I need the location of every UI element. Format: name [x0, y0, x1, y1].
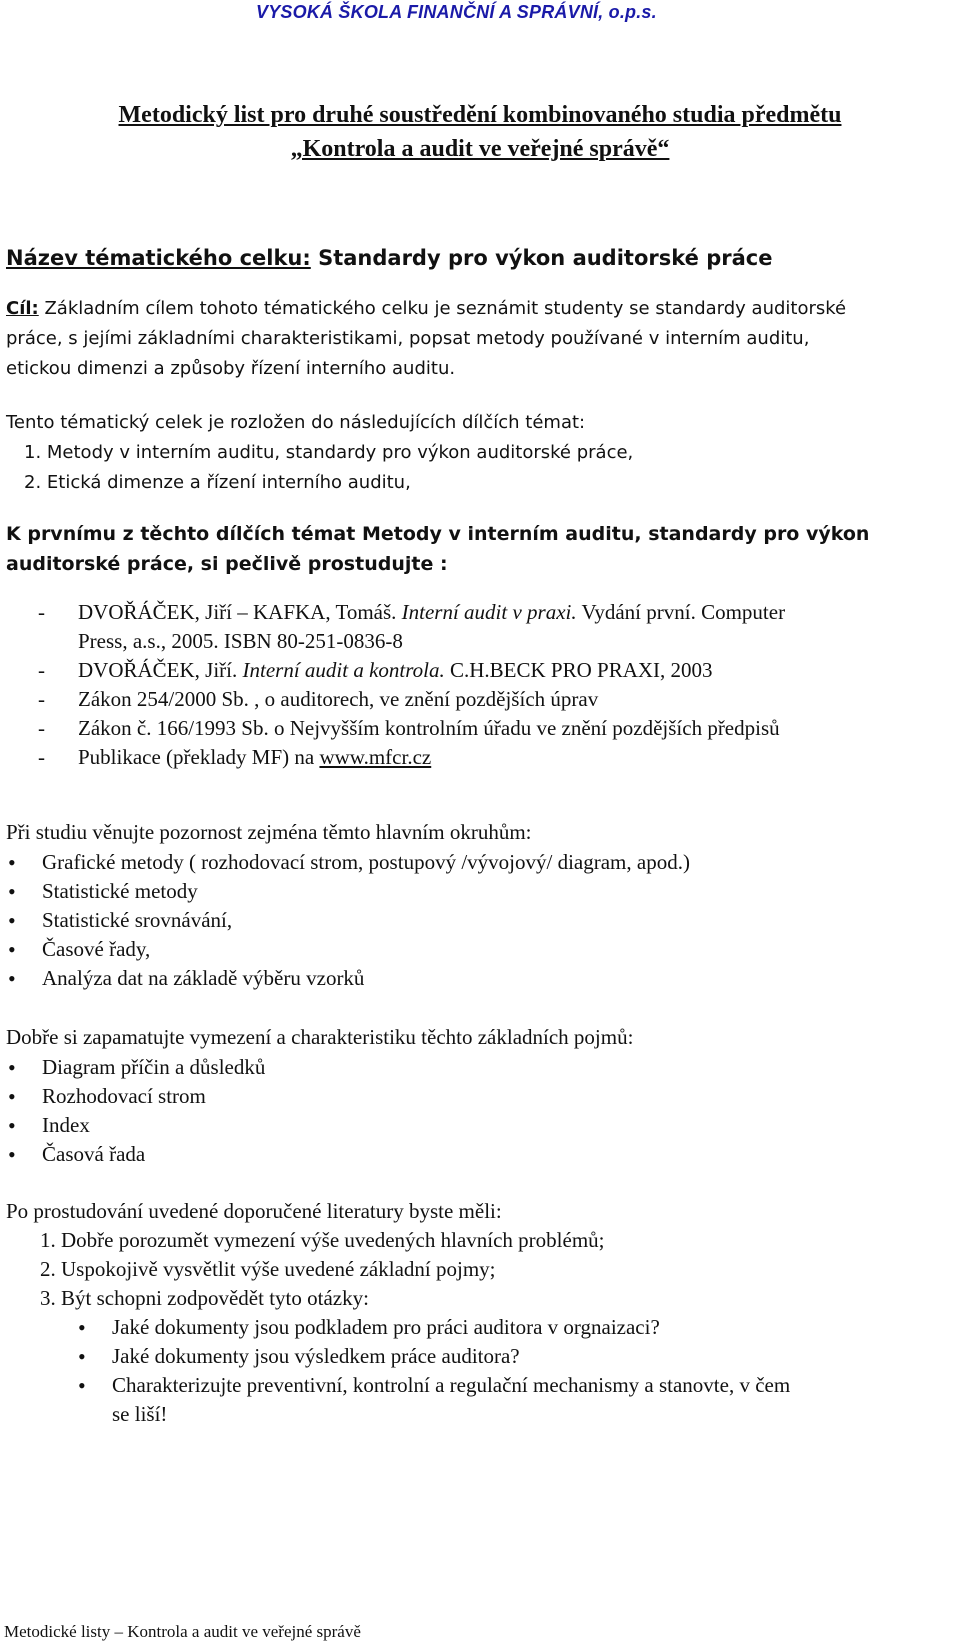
question-item: • Jaké dokumenty jsou výsledkem práce auditora? — [112, 1342, 790, 1371]
literature-item: - Zákon č. 166/1993 Sb. o Nejvyšším kontrolním úřadu ve znění pozdějších předpisů — [38, 716, 780, 740]
question-item: • Jaké dokumenty jsou podkladem pro práci auditora v orgnaizaci? — [112, 1313, 790, 1342]
literature-item: - Publikace (překlady MF) na www.mfcr.cz — [38, 745, 432, 769]
terms-list — [42, 1053, 265, 1169]
goal-line3: etickou dimenzi a způsoby řízení interního auditu. — [6, 358, 456, 379]
topic-value: Standardy pro výkon auditorské práce — [310, 246, 773, 270]
literature-item: - Zákon 254/2000 Sb. , o auditorech, ve znění pozdějších úprav — [38, 687, 599, 711]
outcome-item: 2. Uspokojivě vysvětlit výše uvedené základní pojmy; — [40, 1257, 496, 1281]
literature-item-cont: Press, a.s., 2005. ISBN 80-251-0836-8 — [78, 629, 403, 653]
subtopics-block — [6, 408, 633, 498]
document-title-line2 — [0, 136, 960, 163]
focus-intro: Při studiu věnujte pozornost zejména těmto hlavním okruhům: — [6, 820, 532, 844]
outcomes-list — [40, 1226, 605, 1313]
term-item: • Časová řada — [42, 1140, 265, 1169]
course-name: „Kontrola a audit ve veřejné správě“ — [290, 136, 670, 162]
literature-item: - DVOŘÁČEK, Jiří – KAFKA, Tomáš. Interní audit v praxi. Vydání první. Computer — [38, 600, 786, 624]
term-item: • Diagram příčin a důsledků — [42, 1053, 265, 1082]
study-line2: auditorské práce, si pečlivě prostudujte : — [6, 553, 448, 575]
mfcr-link[interactable]: www.mfcr.cz — [319, 745, 432, 769]
outcome-item: 1. Dobře porozumět vymezení výše uvedených hlavních problémů; — [40, 1228, 605, 1252]
subtopic-item: 2. Etická dimenze a řízení interního auditu, — [24, 472, 411, 493]
subtopic-item: 1. Metody v interním auditu, standardy pro výkon auditorské práce, — [24, 442, 634, 463]
focus-item: • Statistické metody — [42, 877, 690, 906]
term-item: • Index — [42, 1111, 265, 1140]
study-line1: K prvnímu z těchto dílčích témat Metody v interním auditu, standardy pro výkon — [6, 523, 870, 545]
school-header: VYSOKÁ ŠKOLA FINANČNÍ A SPRÁVNÍ, o.p.s. — [256, 2, 657, 22]
question-item: • Charakterizujte preventivní, kontrolní a regulační mechanismy a stanovte, v čem — [112, 1371, 790, 1400]
topic-heading — [6, 246, 772, 270]
goal-label: Cíl: — [6, 298, 39, 319]
literature-item: - DVOŘÁČEK, Jiří. Interní audit a kontrola. C.H.BECK PRO PRAXI, 2003 — [38, 658, 713, 682]
focus-item: • Statistické srovnávání, — [42, 906, 690, 935]
outcome-item: 3. Být schopni zodpovědět tyto otázky: — [40, 1286, 369, 1310]
goal-paragraph — [6, 294, 846, 384]
focus-item: • Grafické metody ( rozhodovací strom, postupový /vývojový/ diagram, apod.) — [42, 848, 690, 877]
outcomes-intro: Po prostudování uvedené doporučené literatury byste měli: — [6, 1199, 502, 1223]
literature-list — [38, 598, 785, 772]
questions-list — [112, 1313, 790, 1429]
document-title-line1: Metodický list pro druhé soustředění kombinovaného studia předmětu — [118, 102, 842, 128]
terms-intro: Dobře si zapamatujte vymezení a charakteristiku těchto základních pojmů: — [6, 1025, 634, 1049]
focus-item: • Analýza dat na základě výběru vzorků — [42, 964, 690, 993]
study-instruction — [6, 519, 869, 579]
goal-line2: práce, s jejími základními charakteristikami, popsat metody používané v interním auditu, — [6, 328, 810, 349]
goal-line1: Základním cílem tohoto tématického celku je seznámit studenty se standardy auditorské — [38, 298, 847, 319]
topic-label: Název tématického celku: — [6, 246, 311, 270]
subtopics-intro: Tento tématický celek je rozložen do následujících dílčích témat: — [6, 412, 586, 433]
focus-item: • Časové řady, — [42, 935, 690, 964]
question-item-cont: se liší! — [112, 1402, 168, 1426]
page-footer: Metodické listy – Kontrola a audit ve veřejné správě — [4, 1622, 361, 1641]
term-item: • Rozhodovací strom — [42, 1082, 265, 1111]
focus-list — [42, 848, 690, 993]
